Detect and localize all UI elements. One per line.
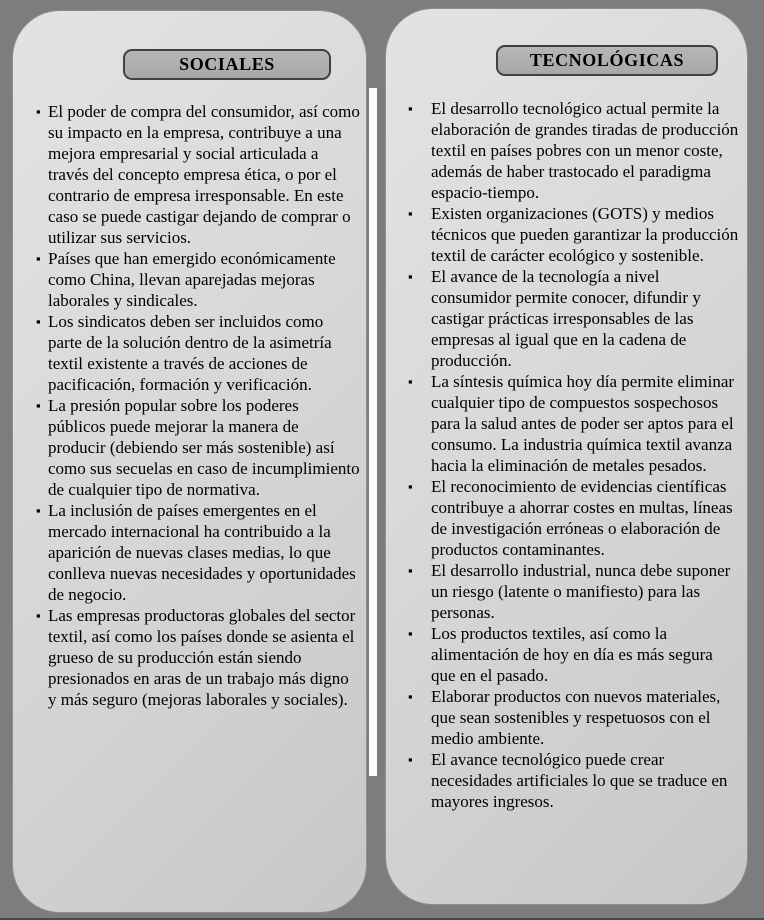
tecnologicas-list-item: ▪ Los productos textiles, así como la alimentación de hoy en día es más segura que en el pasado. xyxy=(408,623,739,686)
sociales-list-item: ▪ La inclusión de países emergentes en el mercado internacional ha contribuido a la aparición de nuevas clases medias, lo que conlleva nuevas necesidades y oportunidades de negocio. xyxy=(36,500,360,605)
panel-tecnologicas xyxy=(385,8,748,905)
sociales-title: SOCIALES xyxy=(179,54,275,74)
tecnologicas-list-item: ▪ El avance tecnológico puede crear necesidades artificiales lo que se traduce en mayores ingresos. xyxy=(408,749,739,812)
tecnologicas-list-item: ▪ El reconocimiento de evidencias científicas contribuye a ahorrar costes en multas, líneas de investigación erróneas o elaboración de productos contaminantes. xyxy=(408,476,739,560)
tecnologicas-list-item: ▪ El desarrollo industrial, nunca debe suponer un riesgo (latente o manifiesto) para las personas. xyxy=(408,560,739,623)
sociales-bullet-list xyxy=(36,101,360,710)
tecnologicas-header-box xyxy=(496,45,718,76)
sociales-list-item: ▪ Países que han emergido económicamente como China, llevan aparejadas mejoras laborales y sindicales. xyxy=(36,248,360,311)
tecnologicas-list-item: ▪ El avance de la tecnología a nivel consumidor permite conocer, difundir y castigar prácticas irresponsables de las empresas al igual que en la cadena de producción. xyxy=(408,266,739,371)
panel-sociales xyxy=(12,10,367,913)
tecnologicas-list-item: ▪ Elaborar productos con nuevos materiales, que sean sostenibles y respetuosos con el medio ambiente. xyxy=(408,686,739,749)
sociales-header-box xyxy=(123,49,331,80)
sociales-list-item: ▪ El poder de compra del consumidor, así como su impacto en la empresa, contribuye a una mejora empresarial y social articulada a través del concepto empresa ética, o por el contrario de empresa irresponsable. En este caso se puede castigar dejando de comprar o utilizar sus servicios. xyxy=(36,101,360,248)
tecnologicas-bullet-list xyxy=(408,98,739,812)
tecnologicas-list-item: ▪ Existen organizaciones (GOTS) y medios técnicos que pueden garantizar la producción textil de carácter ecológico y sostenible. xyxy=(408,203,739,266)
tecnologicas-list-item: ▪ La síntesis química hoy día permite eliminar cualquier tipo de compuestos sospechosos para la salud antes de poder ser aptos para el consumo. La industria química textil avanza hacia la eliminación de metales pesados. xyxy=(408,371,739,476)
sociales-list-item: ▪ La presión popular sobre los poderes públicos puede mejorar la manera de producir (debiendo ser más sostenible) así como sus secuelas en caso de incumplimiento de cualquier tipo de normativa. xyxy=(36,395,360,500)
sociales-list-item: ▪ Las empresas productoras globales del sector textil, así como los países donde se asienta el grueso de su producción están siendo presionados en aras de un trabajo más digno y más seguro (mejoras laborales y sociales). xyxy=(36,605,360,710)
tecnologicas-title: TECNOLÓGICAS xyxy=(529,50,685,70)
column-seam xyxy=(369,88,377,776)
sociales-list-item: ▪ Los sindicatos deben ser incluidos como parte de la solución dentro de la asimetría textil existente a través de acciones de pacificación, formación y verificación. xyxy=(36,311,360,395)
tecnologicas-list-item: ▪ El desarrollo tecnológico actual permite la elaboración de grandes tiradas de producción textil en países pobres con un menor coste, además de haber trastocado el paradigma espacio-tiempo. xyxy=(408,98,739,203)
